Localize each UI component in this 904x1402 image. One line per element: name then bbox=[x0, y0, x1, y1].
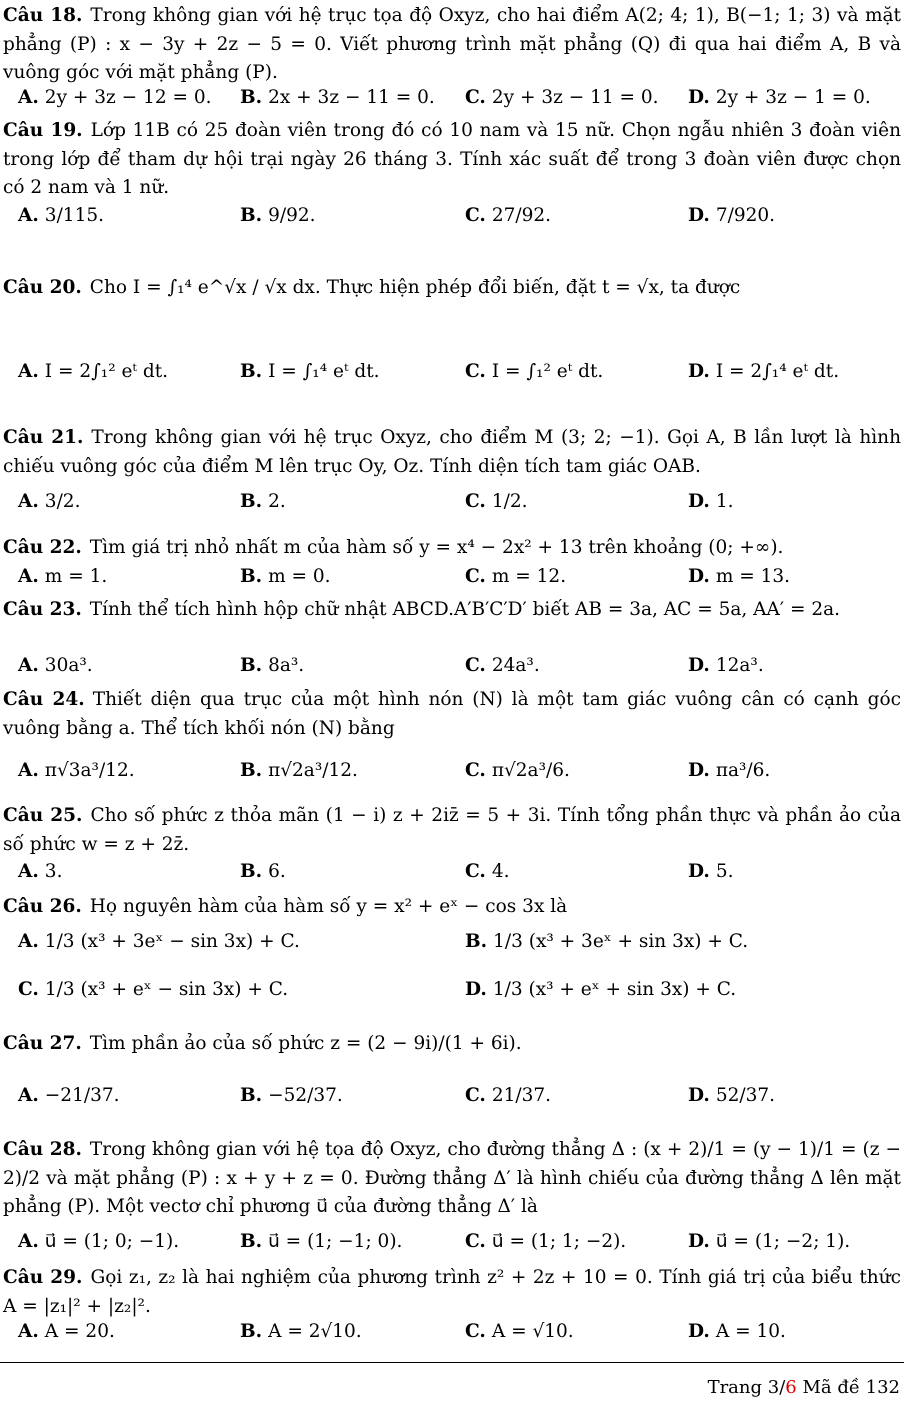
option-b: B. m = 0. bbox=[240, 566, 331, 587]
question-text: Tìm giá trị nhỏ nhất m của hàm số y = x⁴ − 2x² + 13 trên khoảng (0; +∞). bbox=[89, 537, 784, 558]
question-28 bbox=[3, 1136, 901, 1222]
question-text: Trong không gian với hệ trục Oxyz, cho điểm M (3; 2; −1). Gọi A, B lần lượt là hình chiếu vuông góc của điểm M lên trục Oy, Oz. Tính diện tích tam giác OAB. bbox=[3, 427, 901, 477]
option-c: C. m = 12. bbox=[465, 566, 567, 587]
question-text: Gọi z₁, z₂ là hai nghiệm của phương trình z² + 2z + 10 = 0. Tính giá trị của biểu thức A = |z₁|² + |z₂|². bbox=[3, 1267, 901, 1317]
option-c: C. 1/2. bbox=[465, 491, 528, 512]
question-label: Câu 24. bbox=[3, 689, 85, 710]
option-d: D. 12a³. bbox=[688, 655, 764, 676]
question-20 bbox=[3, 274, 901, 303]
option-c: C. 1/3 (x³ + eˣ − sin 3x) + C. bbox=[18, 979, 289, 1000]
question-label: Câu 23. bbox=[3, 599, 82, 620]
question-text: Trong không gian với hệ tọa độ Oxyz, cho đường thẳng Δ : (x + 2)/1 = (y − 1)/1 = (z − 2)/2 và mặt phẳng (P) : x + y + z = 0. Đường thẳng Δ′ là hình chiếu của đường thẳng Δ lên mặt phẳng (P). Một vectơ chỉ phương u⃗ của đường thẳng Δ′ là bbox=[3, 1139, 901, 1218]
option-b: B. 9/92. bbox=[240, 205, 316, 226]
exam-code: Mã đề 132 bbox=[796, 1377, 900, 1398]
option-a: A. 30a³. bbox=[18, 655, 93, 676]
question-label: Câu 27. bbox=[3, 1033, 82, 1054]
option-b: B. 6. bbox=[240, 861, 286, 882]
page-footer bbox=[708, 1374, 900, 1402]
option-c: C. 27/92. bbox=[465, 205, 552, 226]
question-text: Thiết diện qua trục của một hình nón (N) là một tam giác vuông cân có cạnh góc vuông bằng a. Thể tích khối nón (N) bằng bbox=[3, 689, 902, 739]
option-c: C. π√2a³/6. bbox=[465, 760, 570, 781]
option-b: B. 8a³. bbox=[240, 655, 305, 676]
question-label: Câu 20. bbox=[3, 277, 82, 298]
option-d: D. m = 13. bbox=[688, 566, 791, 587]
question-label: Câu 26. bbox=[3, 896, 82, 917]
question-26 bbox=[3, 893, 901, 922]
question-29 bbox=[3, 1264, 901, 1321]
option-d: D. A = 10. bbox=[688, 1321, 786, 1342]
question-24 bbox=[3, 686, 901, 743]
question-label: Câu 22. bbox=[3, 537, 82, 558]
option-b: B. I = ∫₁⁴ eᵗ dt. bbox=[240, 361, 380, 382]
question-text: Cho số phức z thỏa mãn (1 − i) z + 2iz̄ = 5 + 3i. Tính tổng phần thực và phần ảo của số phức w = z + 2z̄. bbox=[3, 805, 901, 855]
option-d: D. 2y + 3z − 1 = 0. bbox=[688, 87, 871, 108]
option-d: D. I = 2∫₁⁴ eᵗ dt. bbox=[688, 361, 840, 382]
question-text: Tính thể tích hình hộp chữ nhật ABCD.A′B′C′D′ biết AB = 3a, AC = 5a, AA′ = 2a. bbox=[89, 599, 841, 620]
question-label: Câu 19. bbox=[3, 120, 83, 141]
footer-divider bbox=[0, 1362, 904, 1363]
option-a: A. −21/37. bbox=[18, 1085, 120, 1106]
option-c: C. 24a³. bbox=[465, 655, 540, 676]
option-a: A. π√3a³/12. bbox=[18, 760, 135, 781]
option-a: A. A = 20. bbox=[18, 1321, 115, 1342]
page-prefix: Trang 3/ bbox=[707, 1377, 786, 1398]
question-text: Trong không gian với hệ trục tọa độ Oxyz, cho hai điểm A(2; 4; 1), B(−1; 1; 3) và mặt phẳng (P) : x − 3y + 2z − 5 = 0. Viết phương trình mặt phẳng (Q) đi qua hai điểm A, B và vuông góc với mặt phẳng (P). bbox=[3, 5, 901, 84]
option-a: A. I = 2∫₁² eᵗ dt. bbox=[18, 361, 169, 382]
option-d: D. u⃗ = (1; −2; 1). bbox=[688, 1231, 851, 1252]
question-19 bbox=[3, 117, 901, 203]
question-label: Câu 18. bbox=[3, 5, 83, 26]
question-25 bbox=[3, 802, 901, 859]
option-c: C. 21/37. bbox=[465, 1085, 552, 1106]
question-label: Câu 28. bbox=[3, 1139, 82, 1160]
question-27 bbox=[3, 1030, 901, 1059]
question-label: Câu 21. bbox=[3, 427, 84, 448]
option-c: C. A = √10. bbox=[465, 1321, 574, 1342]
option-c: C. 4. bbox=[465, 861, 510, 882]
page-total[interactable]: 6 bbox=[785, 1377, 797, 1398]
option-c: C. 2y + 3z − 11 = 0. bbox=[465, 87, 659, 108]
option-d: D. πa³/6. bbox=[688, 760, 771, 781]
option-d: D. 52/37. bbox=[688, 1085, 776, 1106]
option-a: A. 3/115. bbox=[18, 205, 104, 226]
question-label: Câu 29. bbox=[3, 1267, 83, 1288]
option-a: A. 3/2. bbox=[18, 491, 81, 512]
option-d: D. 7/920. bbox=[688, 205, 776, 226]
option-a: A. u⃗ = (1; 0; −1). bbox=[18, 1231, 180, 1252]
question-text: Cho I = ∫₁⁴ e^√x / √x dx. Thực hiện phép đổi biến, đặt t = √x, ta được bbox=[89, 277, 741, 298]
option-b: B. −52/37. bbox=[240, 1085, 343, 1106]
option-b: B. 2x + 3z − 11 = 0. bbox=[240, 87, 435, 108]
option-b: B. u⃗ = (1; −1; 0). bbox=[240, 1231, 403, 1252]
option-c: C. I = ∫₁² eᵗ dt. bbox=[465, 361, 604, 382]
option-d: D. 1/3 (x³ + eˣ + sin 3x) + C. bbox=[465, 979, 737, 1000]
option-b: B. A = 2√10. bbox=[240, 1321, 362, 1342]
option-d: D. 5. bbox=[688, 861, 734, 882]
question-text: Lớp 11B có 25 đoàn viên trong đó có 10 nam và 15 nữ. Chọn ngẫu nhiên 3 đoàn viên trong lớp để tham dự hội trại ngày 26 tháng 3. Tính xác suất để trong 3 đoàn viên được chọn có 2 nam và 1 nữ. bbox=[3, 120, 901, 199]
option-a: A. 3. bbox=[18, 861, 63, 882]
option-b: B. π√2a³/12. bbox=[240, 760, 358, 781]
option-b: B. 1/3 (x³ + 3eˣ + sin 3x) + C. bbox=[465, 931, 749, 952]
option-c: C. u⃗ = (1; 1; −2). bbox=[465, 1231, 627, 1252]
question-text: Họ nguyên hàm của hàm số y = x² + eˣ − cos 3x là bbox=[89, 896, 568, 917]
question-label: Câu 25. bbox=[3, 805, 83, 826]
option-a: A. 1/3 (x³ + 3eˣ − sin 3x) + C. bbox=[18, 931, 300, 952]
option-a: A. 2y + 3z − 12 = 0. bbox=[18, 87, 212, 108]
option-b: B. 2. bbox=[240, 491, 286, 512]
option-a: A. m = 1. bbox=[18, 566, 108, 587]
question-18 bbox=[3, 2, 901, 88]
question-23 bbox=[3, 596, 901, 625]
question-21 bbox=[3, 424, 901, 481]
question-22 bbox=[3, 534, 901, 563]
option-d: D. 1. bbox=[688, 491, 734, 512]
question-text: Tìm phần ảo của số phức z = (2 − 9i)/(1 + 6i). bbox=[89, 1033, 522, 1054]
